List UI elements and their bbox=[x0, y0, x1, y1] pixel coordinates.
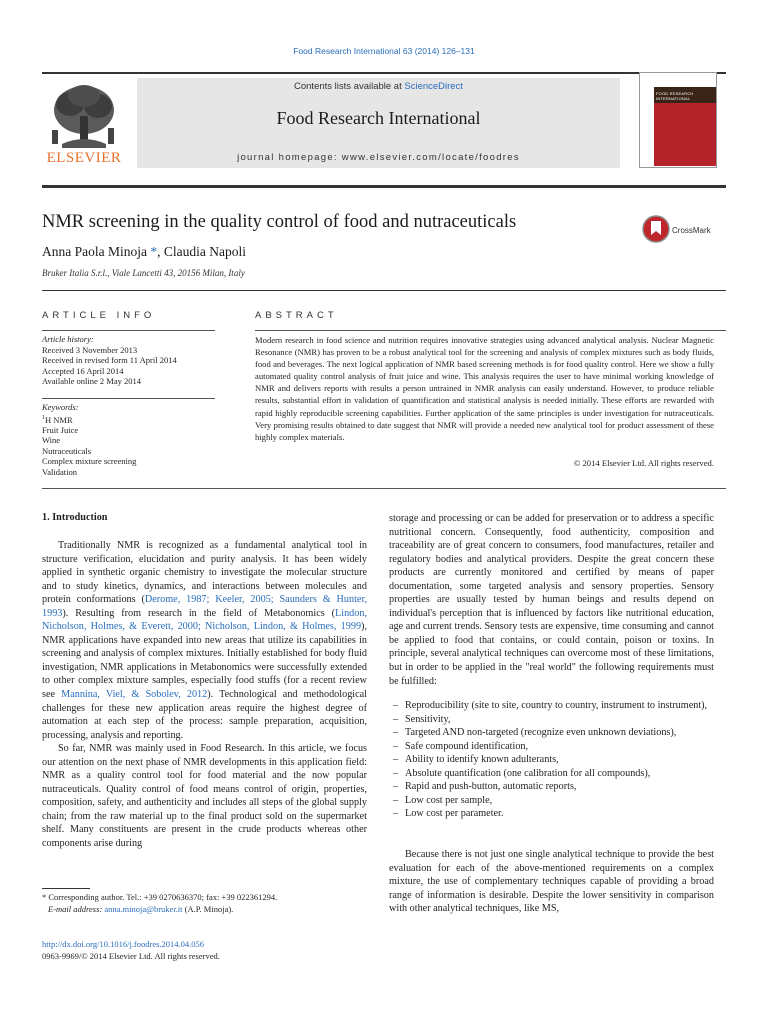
journal-homepage-link[interactable]: journal homepage: www.elsevier.com/locate/foodres bbox=[237, 152, 520, 163]
title-divider bbox=[42, 290, 726, 291]
keywords-rule bbox=[42, 398, 215, 399]
footnote-text: Corresponding author. Tel.: +39 0270636370; fax: +39 022361294. bbox=[46, 892, 278, 902]
article-info-heading: ARTICLE INFO bbox=[42, 310, 156, 321]
keyword-item bbox=[42, 413, 217, 425]
paragraph bbox=[42, 539, 367, 742]
abstract-heading: ABSTRACT bbox=[255, 310, 338, 321]
abstract-divider bbox=[42, 488, 726, 489]
email-link[interactable]: anna.minoja@bruker.it bbox=[104, 903, 183, 914]
corresponding-author-note bbox=[42, 892, 372, 904]
cover-title: FOOD RESEARCH INTERNATIONAL bbox=[656, 91, 694, 101]
elsevier-wordmark: ELSEVIER bbox=[46, 150, 122, 166]
footnote-star: * bbox=[42, 892, 47, 902]
abstract-rule bbox=[255, 330, 726, 331]
section-heading: 1. Introduction bbox=[42, 512, 108, 523]
body-right-column bbox=[389, 512, 714, 688]
paragraph: storage and processing or can be added for preservation or to address a specific nutritional concern. Consequently, food authenticity, composition and traceability are of great concern to consumers, food manufactures, retailer and regulatory bodies and analytical providers. Despite the great concern these products are currently monitored and certified by means of paper documentation, some targeted analysis and sensory properties. Sensory properties are usually tested by human beings and results depend on individual's perception that is influenced by factors like nutritional education, age and current trends. Sensory tests are expensive, time consuming and cannot be applied to food that contains, or could contain, poison or toxins. In principle, several analytical techniques can overcome most of these limitations, but in order to be applied in the "real world" the following requirements must be fulfilled: bbox=[389, 513, 714, 687]
author-list bbox=[42, 244, 246, 260]
citation-link[interactable]: Derome, 1987; Keeler, 2005; Saunders & Hunter, 1993 bbox=[42, 594, 367, 619]
list-item: – Low cost per parameter. bbox=[389, 807, 714, 821]
contents-line bbox=[137, 81, 620, 92]
crossmark-label[interactable]: CrossMark bbox=[672, 226, 711, 235]
keyword-item: Nutraceuticals bbox=[42, 445, 92, 456]
cover-red-panel bbox=[654, 103, 716, 166]
abstract-copyright: © 2014 Elsevier Ltd. All rights reserved. bbox=[573, 458, 714, 468]
history-item: Received in revised form 11 April 2014 bbox=[42, 355, 177, 365]
issn-copyright: 0963-9969/© 2014 Elsevier Ltd. All rights reserved. bbox=[42, 951, 220, 961]
journal-reference-link[interactable]: Food Research International 63 (2014) 126–131 bbox=[293, 46, 475, 56]
sciencedirect-link[interactable]: ScienceDirect bbox=[404, 81, 463, 92]
email-line bbox=[42, 904, 372, 916]
list-item: – Targeted AND non-targeted (recognize even unknown deviations), bbox=[389, 726, 714, 740]
history-label: Article history: bbox=[42, 334, 94, 344]
list-item: – Low cost per sample, bbox=[389, 794, 714, 808]
article-history bbox=[42, 334, 217, 387]
paragraph-text: ), NMR applications have expanded into new areas that utilize its capabilities in screening and analysis of complex mixtures. Initially established for body fluid investigation, NMR applications in Metabonomics were successfully extended to other complex mixture samples, especially food stuffs (for a recent review see bbox=[42, 621, 367, 701]
journal-name: Food Research International bbox=[276, 108, 481, 128]
history-item: Available online 2 May 2014 bbox=[42, 376, 141, 386]
keyword-item: Wine bbox=[42, 435, 61, 446]
author-name: , Claudia Napoli bbox=[157, 244, 246, 259]
citation-link[interactable]: Lindon, Nicholson, Holmes, & Everett, 2000; Nicholson, Lindon, & Holmes, 1999 bbox=[42, 607, 367, 633]
list-item: – Ability to identify known adulterants, bbox=[389, 753, 714, 767]
list-item: – Reproducibility (site to site, country to country, instrument to instrument), bbox=[389, 699, 714, 713]
list-item: – Sensitivity, bbox=[389, 713, 714, 727]
email-suffix: (A.P. Minoja). bbox=[182, 903, 234, 914]
body-left-column bbox=[42, 539, 367, 851]
list-item: – Safe compound identification, bbox=[389, 740, 714, 754]
requirements-list bbox=[389, 699, 714, 821]
keyword-item: Complex mixture screening bbox=[42, 456, 137, 467]
article-info-rule bbox=[42, 330, 215, 331]
email-label: E-mail address: bbox=[48, 903, 105, 914]
corresponding-author-mark[interactable]: * bbox=[150, 244, 158, 259]
list-item: – Rapid and push-button, automatic reports, bbox=[389, 780, 714, 794]
footnote bbox=[42, 892, 372, 915]
keyword-superscript: 1 bbox=[42, 414, 45, 421]
contents-prefix: Contents lists available at bbox=[294, 81, 405, 92]
paragraph-text: ). Resulting from research in the field of Metabonomics ( bbox=[62, 607, 336, 619]
masthead-top-rule bbox=[42, 72, 726, 74]
list-item: – Absolute quantification (one calibration for all compounds), bbox=[389, 767, 714, 781]
keyword-item: Fruit Juice bbox=[42, 424, 79, 435]
keyword-item: Validation bbox=[42, 466, 77, 477]
paragraph: Because there is not just one single analytical technique to provide the best evaluation for each of the above-mentioned requirements on a complex mixture, the use of complementary techniques capable of providing a broad range of information is desirable. Despite the lower sensitivity in comparison with other analytical techniques, like MS, bbox=[389, 849, 714, 915]
body-right-column-continued bbox=[389, 848, 714, 916]
paragraph: So far, NMR was mainly used in Food Research. In this article, we focus our attention on the next phase of NMR developments in this application field: NMR as a quality control tool for food material and the now popular nutraceuticals. Quality control of food means control of origin, properties, composition, safety, and authenticity and includes all steps of the global supply chain; from the raw material up to the final product sold on the supermarket shelf. Many constituents are present in the crude products whereas other components arise during bbox=[42, 743, 367, 850]
author-name: Anna Paola Minoja bbox=[42, 244, 147, 259]
keyword-text: H NMR bbox=[45, 414, 73, 425]
doi-link[interactable]: http://dx.doi.org/10.1016/j.foodres.2014.04.056 bbox=[42, 939, 205, 949]
citation-link[interactable]: Mannina, Viel, & Sobolev, 2012 bbox=[61, 689, 208, 701]
keywords-label: Keywords: bbox=[42, 402, 79, 412]
history-item: Received 3 November 2013 bbox=[42, 344, 138, 355]
paragraph-text: ). Technological and methodological challenges for these new application areas require the highest degree of automation at each step of the process: sample preparation, acquisition, processing, analysis and reporting. bbox=[42, 689, 367, 741]
doi-block bbox=[42, 938, 220, 962]
abstract-text: Modern research in food science and nutrition requires innovative strategies using advanced analytical analysis. Nuclear Magnetic Resonance (NMR) has proven to be a robust analytical tool for the screening and analysis of complex mixtures such as body fluids, food and beverages. The next logical application of NMR based screening methods is for food quality control. Here we show a fully automated quality control analysis of fruit juice and wine. This analysis requires the user to have minimal working knowledge of NMR and delivers reports with results a person untrained in NMR analysis can easily understand. However, to produce reliable results, substantial effort in validation of quantification and statistical analysis is needed initially. These efforts are rewarded with rapid highly reproducible screening capabilities. Further application of the same principles is under investigation for nutraceuticals. Very promising results obtained to date suggest that NMR will provide a needed new analytical tool for product assessment of these highly complex materials. bbox=[255, 335, 714, 442]
affiliation: Bruker Italia S.r.l., Viale Lancetti 43, 20156 Milan, Italy bbox=[42, 268, 245, 278]
masthead-bottom-rule bbox=[42, 185, 726, 188]
history-item: Accepted 16 April 2014 bbox=[42, 365, 124, 376]
paragraph-text: Traditionally NMR is recognized as a fundamental analytical tool in structure verification, elucidation and purity analysis. It has been widely applied in synthetic organic chemistry to investigate the molecular structure and to study kinetics, dynamics, and interactions between molecules and protein conformations ( bbox=[42, 540, 367, 606]
article-title: NMR screening in the quality control of food and nutraceuticals bbox=[42, 212, 517, 232]
keywords-list bbox=[42, 402, 217, 477]
journal-cover-thumbnail bbox=[639, 72, 717, 168]
footnote-rule bbox=[42, 888, 90, 889]
